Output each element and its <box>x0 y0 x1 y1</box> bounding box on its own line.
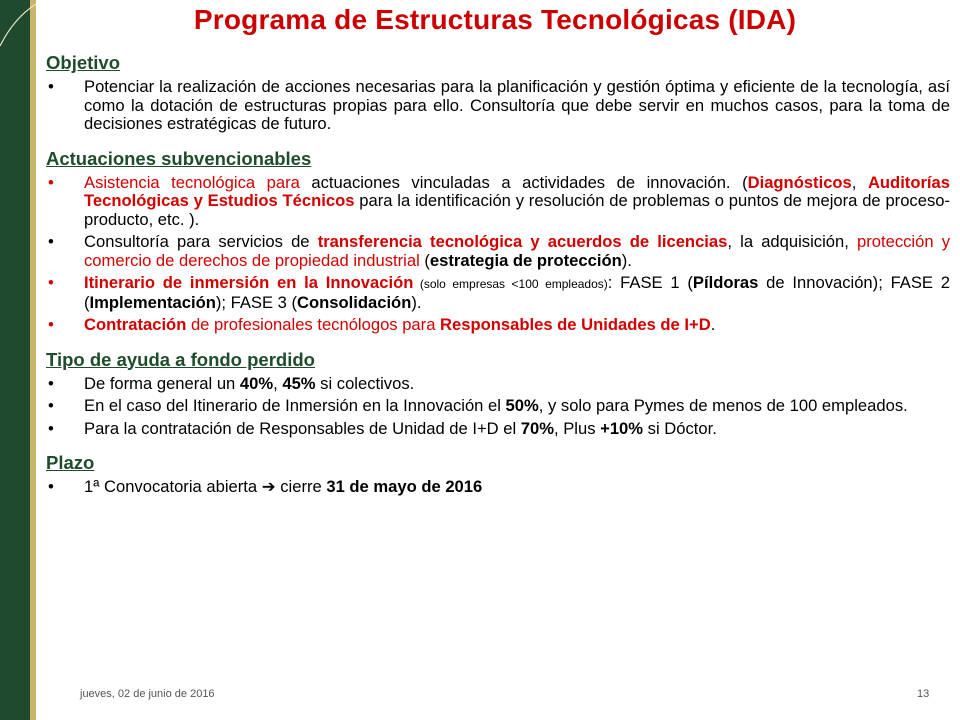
plazo-list <box>46 478 950 497</box>
objetivo-list <box>46 78 950 134</box>
sidebar-decoration <box>0 0 30 720</box>
section-heading-plazo: Plazo <box>46 452 95 473</box>
bullet: • <box>48 172 54 192</box>
slide-title: Programa de Estructuras Tecnológicas (IDA) <box>193 4 797 35</box>
list-item: • Itinerario de inmersión en la Innovación (solo empresas <100 empleados): FASE 1 (Píldoras de Innovación); FASE 2 (Implementación); FASE 3 (Consolidación). <box>48 273 951 312</box>
bullet: • <box>48 77 54 96</box>
list-item: • 1ª Convocatoria abierta ➔ cierre 31 de mayo de 2016 <box>48 477 483 496</box>
section-heading-ayuda: Tipo de ayuda a fondo perdido <box>46 348 315 370</box>
section-heading-actuaciones: Actuaciones subvencionables <box>46 147 312 169</box>
bullet: • <box>48 477 54 496</box>
bullet: • <box>48 232 54 251</box>
list-item: • En el caso del Itinerario de Inmersión en la Innovación el 50%, y solo para Pymes de menos de 100 empleados. <box>48 396 908 415</box>
bullet: • <box>48 373 54 393</box>
bullet: • <box>48 273 54 292</box>
section-heading-objetivo: Objetivo <box>46 52 121 73</box>
list-item: • Consultoría para servicios de transferencia tecnológica y acuerdos de licencias, la adquisición, protección y comercio de derechos de propiedad industrial (estrategia de protección). <box>48 232 951 270</box>
list-item: • Contratación de profesionales tecnólogos para Responsables de Unidades de I+D. <box>48 315 716 334</box>
list-item: • Potenciar la realización de acciones necesarias para la planificación y gestión óptima y eficiente de la tecnología, así como la dotación de estructuras propias para ello. Consultoría que debe servir en muchos casos, para la toma de decisiones estratégicas de futuro. <box>48 77 950 133</box>
arrow-right-icon: ➔ <box>261 477 276 496</box>
list-item: • De forma general un 40%, 45% si colectivos. <box>48 373 415 393</box>
page-number: 13 <box>917 688 930 700</box>
footer-date: jueves, 02 de junio de 2016 <box>80 688 215 700</box>
list-item: • Asistencia tecnológica para actuaciones vinculadas a actividades de innovación. (Diagnósticos, Auditorías Tecnológicas y Estudios Técnicos para la identificación y resolución de problemas o puntos de mejora de proceso-producto, etc. ). <box>48 172 951 229</box>
list-item: • Para la contratación de Responsables de Unidad de I+D el 70%, Plus +10% si Dóctor. <box>48 418 717 438</box>
bullet: • <box>48 418 54 438</box>
bullet: • <box>48 396 54 415</box>
slide-content <box>46 52 950 497</box>
actuaciones-list <box>46 174 950 335</box>
bullet: • <box>48 315 54 334</box>
sidebar-stripe <box>30 0 36 720</box>
ayuda-list <box>46 375 950 439</box>
